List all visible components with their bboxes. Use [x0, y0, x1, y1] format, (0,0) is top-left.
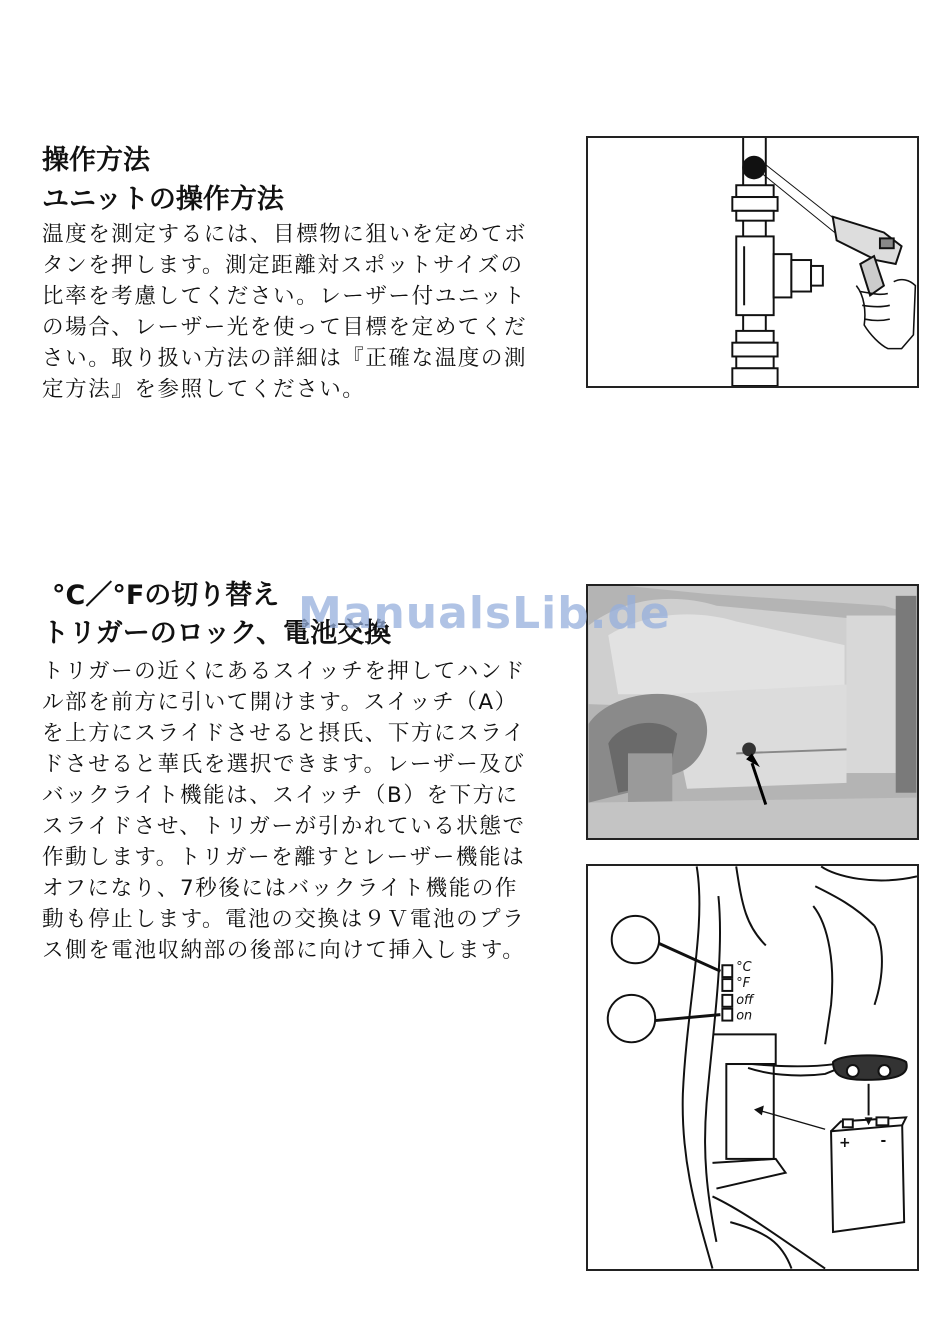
text-line: を上方にスライドさせると摂氏、下方にスライ: [42, 721, 526, 746]
text-line: 定方法』を参照してください。: [42, 377, 366, 402]
text-line: トリガーの近くにあるスイッチを押してハンド: [42, 659, 527, 684]
battery-compartment-illustration: [586, 864, 919, 1271]
off-label: off: [736, 992, 754, 1008]
pipe-measurement-illustration: [586, 136, 919, 388]
text-line: スライドさせ、トリガーが引かれている状態で: [42, 814, 526, 839]
text-line: 比率を考慮してください。レーザー付ユニット: [42, 284, 527, 309]
fahrenheit-label: °F: [736, 975, 750, 991]
switch-battery-paragraph: [42, 656, 567, 966]
text-line: 作動します。トリガーを離すとレーザー機能は: [42, 845, 526, 870]
text-line: ドさせると華氏を選択できます。レーザー及び: [42, 752, 526, 777]
battery-plus-label: +: [838, 1135, 851, 1152]
celsius-label: °C: [736, 960, 752, 976]
text-line: さい。取り扱い方法の詳細は『正確な温度の測: [42, 346, 528, 371]
operation-paragraph: [42, 219, 567, 405]
on-label: on: [736, 1008, 753, 1024]
text-line: ル部を前方に引いて開けます。スイッチ（A）: [42, 690, 518, 715]
watermark: ManualsLib.de: [298, 588, 671, 639]
text-line: ス側を電池収納部の後部に向けて挿入します。: [42, 938, 526, 963]
section-title-unit-switch: °C／°Fの切り替え: [52, 580, 280, 611]
text-line: バックライト機能は、スイッチ（B）を下方に: [42, 783, 519, 808]
text-line: タンを押します。測定距離対スポットサイズの: [42, 253, 524, 278]
text-line: オフになり、7秒後にはバックライト機能の作: [42, 876, 518, 901]
battery-compartment-drawing: [588, 866, 917, 1269]
section-title-trigger-battery: トリガーのロック、電池交換: [42, 618, 392, 649]
text-line: の場合、レーザー光を使って目標を定めてくだ: [42, 315, 528, 340]
section-title-operation: 操作方法: [42, 145, 150, 176]
section-subtitle-unit-operation: ユニットの操作方法: [42, 184, 284, 215]
battery-minus-label: -: [880, 1133, 887, 1150]
pipe-measurement-drawing: [588, 138, 917, 386]
text-line: 動も停止します。電池の交換は９Ｖ電池のプラ: [42, 907, 526, 932]
text-line: 温度を測定するには、目標物に狙いを定めてボ: [42, 222, 528, 247]
